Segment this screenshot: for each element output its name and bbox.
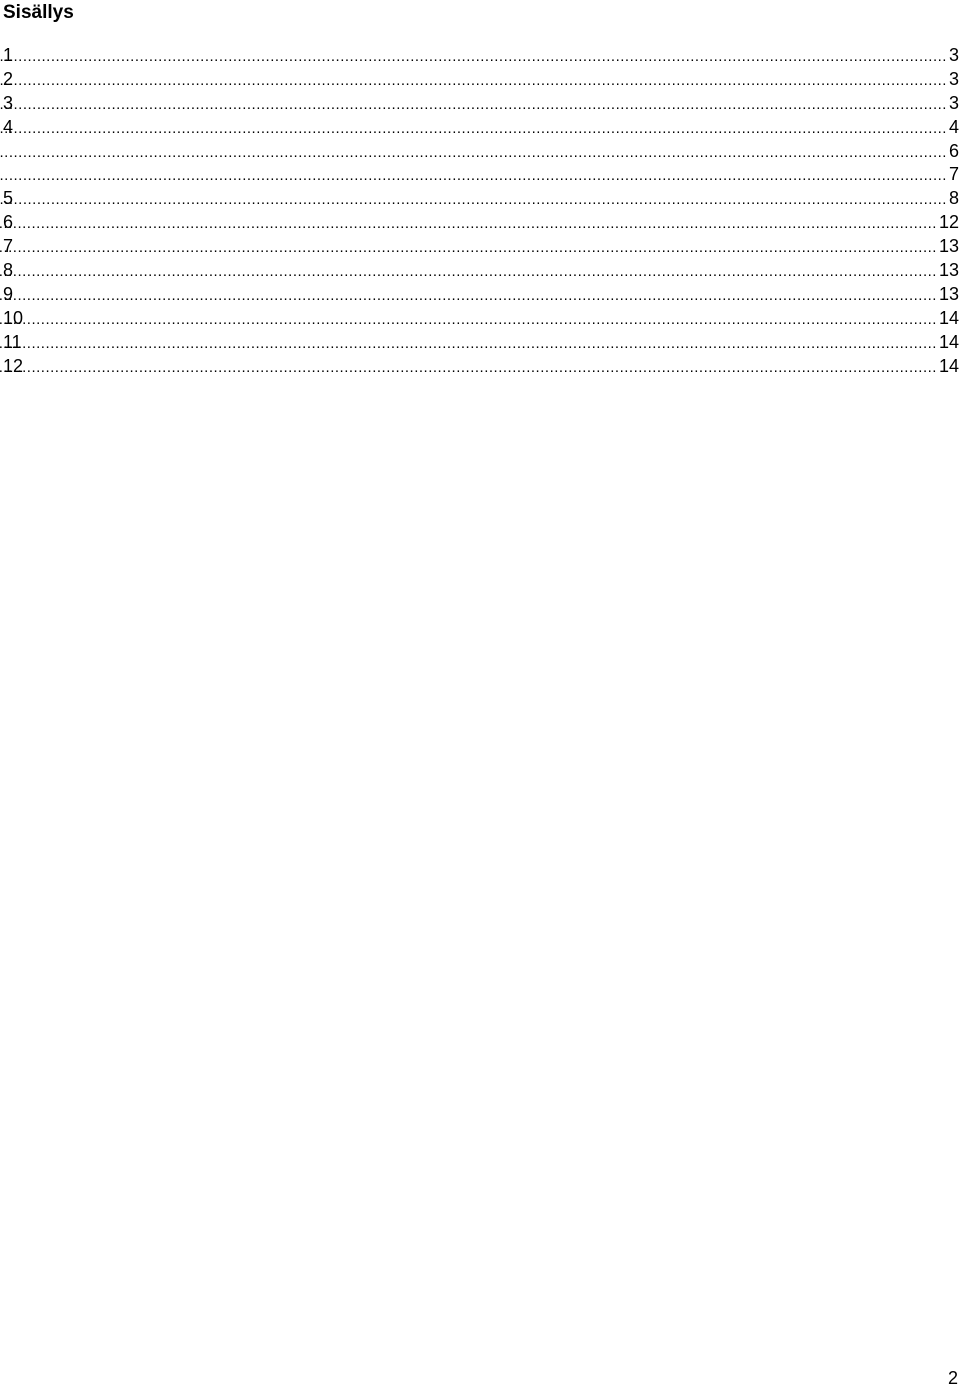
toc-entry-page: 8 [948,188,959,209]
toc-entry-page: 3 [948,68,959,89]
toc-leader-dots [0,164,947,188]
toc-entry[interactable] [3,44,959,68]
toc-entry-number: 8 [3,260,14,281]
toc-entry[interactable] [3,211,959,235]
toc-entry[interactable] [3,163,959,187]
toc-entry[interactable] [3,235,959,259]
toc-entry-number: 11 [3,331,22,352]
toc-entry-page: 13 [938,236,959,257]
toc-entry-number: 6 [3,212,14,233]
page-number: 2 [947,1368,958,1388]
toc-leader-dots [0,117,947,141]
toc-leader-dots [0,45,947,69]
toc-entry[interactable] [3,140,959,164]
toc-entry[interactable] [3,187,959,211]
toc-entry-number: 5 [3,188,14,209]
toc-entry-page: 13 [938,260,959,281]
toc-leader-dots [0,141,947,165]
toc-leader-dots [0,236,937,260]
toc-entry-page: 14 [938,331,959,352]
toc-leader-dots [0,356,937,380]
toc-entry-page: 13 [938,283,959,304]
toc-leader-dots [0,212,937,236]
toc-leader-dots [0,308,937,332]
toc-entry-number: 10 [3,307,24,328]
toc-entry-page: 14 [938,355,959,376]
toc-entry[interactable] [3,92,959,116]
toc-entry[interactable] [3,283,959,307]
toc-entry[interactable] [3,68,959,92]
toc-entry-number: 9 [3,283,14,304]
toc-leader-dots [0,69,947,93]
toc-entry-page: 12 [938,212,959,233]
toc-leader-dots [0,260,937,284]
toc-entry[interactable] [3,116,959,140]
toc-entry-page: 4 [948,116,959,137]
toc-entry-number: 4 [3,116,14,137]
table-of-contents [3,44,959,378]
toc-leader-dots [0,188,947,212]
toc-entry-page: 6 [948,140,959,161]
toc-entry-number: 7 [3,236,14,257]
toc-entry[interactable] [3,307,959,331]
toc-leader-dots [0,93,947,117]
toc-entry-page: 3 [948,45,959,65]
toc-leader-dots [0,284,937,308]
toc-leader-dots [0,332,937,356]
toc-entry[interactable] [3,259,959,283]
toc-title: Sisällys [3,2,74,23]
toc-entry-page: 3 [948,92,959,113]
toc-entry[interactable] [3,355,959,379]
toc-entry-page: 7 [948,164,959,185]
toc-entry-number: 12 [3,355,24,376]
toc-entry-page: 14 [938,307,959,328]
toc-entry-number: 2 [3,68,14,89]
toc-entry-number: 3 [3,92,14,113]
toc-entry[interactable] [3,331,959,355]
toc-entry-number: 1 [3,45,14,65]
